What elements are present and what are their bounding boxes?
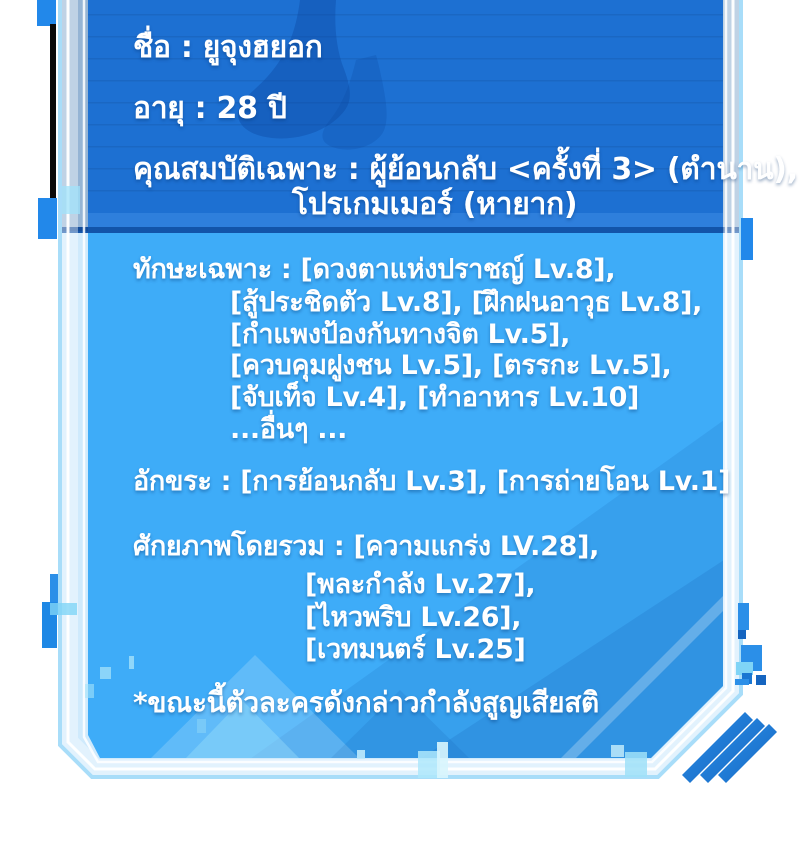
skills-line: [ควบคุมฝูงชน Lv.5], [ตรรกะ Lv.5],	[230, 350, 672, 381]
overall-stats-line: [พละกำลัง Lv.27],	[305, 569, 536, 600]
skills-line: ทักษะเฉพาะ : [ดวงตาแห่งปราชญ์ Lv.8],	[133, 254, 616, 285]
footnote-line: *ขณะนี้ตัวละครดังกล่าวกำลังสูญเสียสติ	[133, 686, 599, 719]
skills-line: [จับเท็จ Lv.4], [ทำอาหาร Lv.10]	[230, 382, 640, 413]
name-line: ชื่อ : ยูจุงฮยอก	[133, 30, 323, 65]
skills-line: [กำแพงป้องกันทางจิต Lv.5],	[230, 319, 571, 350]
overall-stats-line: [ไหวพริบ Lv.26],	[305, 602, 522, 633]
skills-line: [สู้ประชิดตัว Lv.8], [ฝึกฝนอาวุธ Lv.8],	[230, 287, 703, 318]
attribute-line-2: โปรเกมเมอร์ (หายาก)	[292, 187, 578, 222]
overall-stats-line: ศักยภาพโดยรวม : [ความแกร่ง LV.28],	[133, 531, 600, 562]
attribute-line-1: คุณสมบัติเฉพาะ : ผู้ย้อนกลับ <ครั้งที่ 3> (ตำนาน),	[133, 152, 798, 187]
character-line: อักขระ : [การย้อนกลับ Lv.3], [การถ่ายโอน Lv.1]	[133, 466, 731, 497]
right-edge-tab	[741, 218, 753, 260]
overall-stats-line: [เวทมนตร์ Lv.25]	[305, 634, 526, 665]
skills-line: ...อื่นๆ ...	[230, 414, 348, 445]
age-line: อายุ : 28 ปี	[133, 91, 287, 126]
